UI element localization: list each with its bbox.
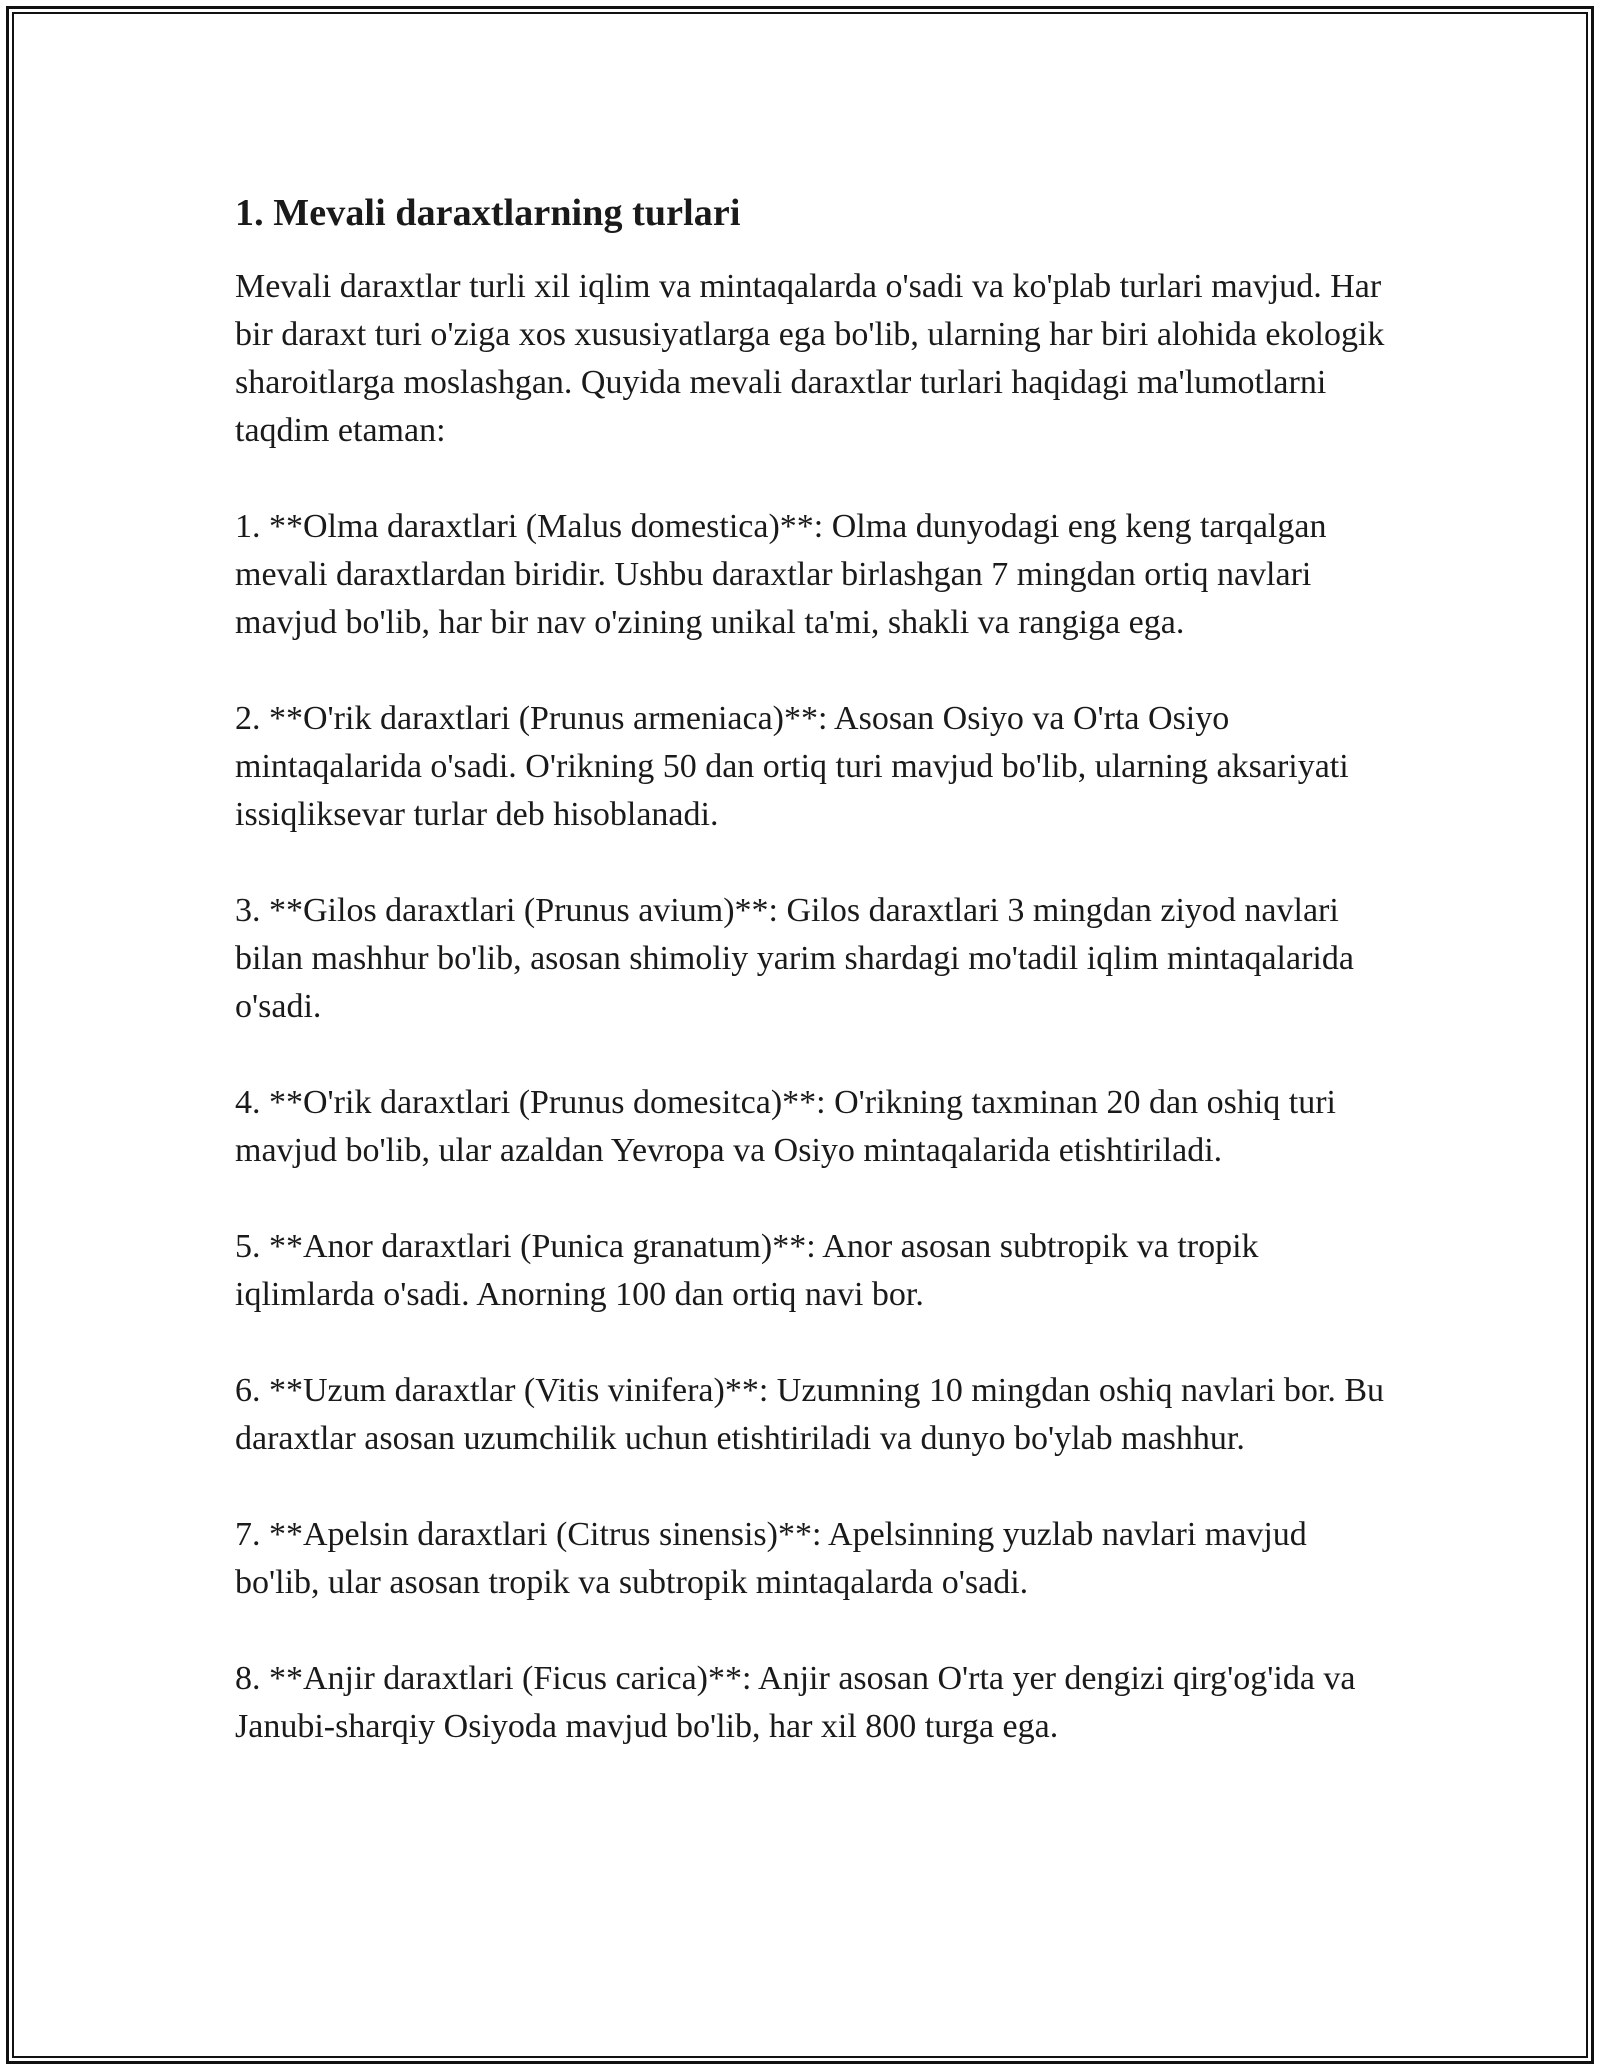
intro-paragraph: Mevali daraxtlar turli xil iqlim va mintaqalarda o'sadi va ko'plab turlari mavjud. Har bir daraxt turi o'ziga xos xususiyatlarga ega bo'lib, ularning har biri alohida ekologik sharoitlarga moslashgan. Quyida mevali daraxtlar turlari haqidagi ma'lumotlarni taqdim etaman: [235, 268, 1385, 449]
list-item-anor: 5. **Anor daraxtlari (Punica granatum)**: Anor asosan subtropik va tropik iqlimlarda o'sadi. Anorning 100 dan ortiq navi bor. [235, 1228, 1259, 1313]
list-item-uzum: 6. **Uzum daraxtlar (Vitis vinifera)**: Uzumning 10 mingdan oshiq navlari bor. Bu daraxtlar asosan uzumchilik uchun etishtiriladi va dunyo bo'ylab mashhur. [235, 1372, 1385, 1457]
list-item-orik-domestica: 4. **O'rik daraxtlari (Prunus domesitca)**: O'rikning taxminan 20 dan oshiq turi mavjud bo'lib, ular azaldan Yevropa va Osiyo mintaqalarida etishtiriladi. [235, 1084, 1336, 1169]
list-item-olma: 1. **Olma daraxtlari (Malus domestica)**: Olma dunyodagi eng keng tarqalgan mevali daraxtlardan biridir. Ushbu daraxtlar birlashgan 7 mingdan ortiq navlari mavjud bo'lib, har bir nav o'zining unikal ta'mi, shakli va rangiga ega. [235, 508, 1327, 641]
document-body [235, 185, 1385, 1799]
list-item-gilos: 3. **Gilos daraxtlari (Prunus avium)**: Gilos daraxtlari 3 mingdan ziyod navlari bilan mashhur bo'lib, asosan shimoliy yarim shardagi mo'tadil iqlim mintaqalarida o'sadi. [235, 892, 1354, 1025]
list-item-orik-armeniaca: 2. **O'rik daraxtlari (Prunus armeniaca)**: Asosan Osiyo va O'rta Osiyo mintaqalarida o'sadi. O'rikning 50 dan ortiq turi mavjud bo'lib, ularning aksariyati issiqliksevar turlar deb hisoblanadi. [235, 700, 1349, 833]
section-heading: 1. Mevali daraxtlarning turlari [235, 192, 741, 234]
list-item-apelsin: 7. **Apelsin daraxtlari (Citrus sinensis)**: Apelsinning yuzlab navlari mavjud bo'lib, ular asosan tropik va subtropik mintaqalarda o'sadi. [235, 1516, 1307, 1601]
list-item-anjir: 8. **Anjir daraxtlari (Ficus carica)**: Anjir asosan O'rta yer dengizi qirg'og'ida va Janubi-sharqiy Osiyoda mavjud bo'lib, har xil 800 turga ega. [235, 1660, 1356, 1745]
